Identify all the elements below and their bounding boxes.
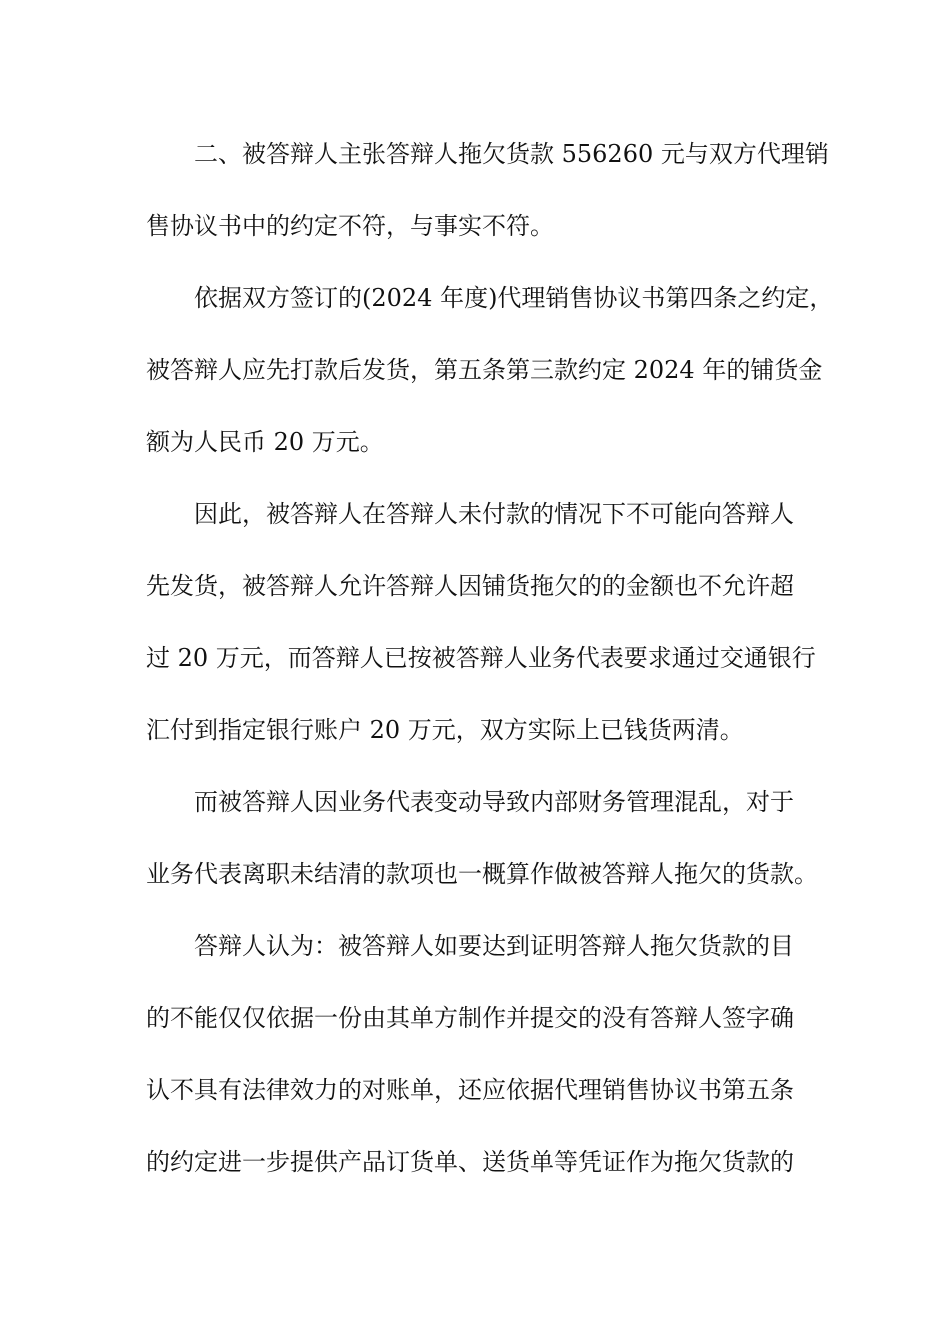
document-body [146, 130, 834, 1210]
text-line-1: 二、被答辩人主张答辩人拖欠货款 556260 元与双方代理销 [194, 140, 829, 168]
text-line-8: 过 20 万元，而答辩人已按被答辩人业务代表要求通过交通银行 [146, 644, 816, 672]
text-line-3: 依据双方签订的(2024 年度)代理销售协议书第四条之约定， [194, 284, 834, 312]
text-line-13: 的不能仅仅依据一份由其单方制作并提交的没有答辩人签字确 [146, 1004, 794, 1032]
text-line-15: 的约定进一步提供产品订货单、送货单等凭证作为拖欠货款的 [146, 1148, 794, 1176]
text-line-10: 而被答辩人因业务代表变动导致内部财务管理混乱，对于 [194, 788, 794, 816]
text-line-5: 额为人民币 20 万元。 [146, 428, 384, 456]
text-line-6: 因此，被答辩人在答辩人未付款的情况下不可能向答辩人 [194, 500, 794, 528]
text-line-7: 先发货，被答辩人允许答辩人因铺货拖欠的的金额也不允许超 [146, 572, 794, 600]
text-line-2: 售协议书中的约定不符，与事实不符。 [146, 212, 554, 240]
text-line-14: 认不具有法律效力的对账单，还应依据代理销售协议书第五条 [146, 1076, 794, 1104]
text-line-12: 答辩人认为：被答辩人如要达到证明答辩人拖欠货款的目 [194, 932, 794, 960]
text-line-9: 汇付到指定银行账户 20 万元，双方实际上已钱货两清。 [146, 716, 744, 744]
text-line-4: 被答辩人应先打款后发货，第五条第三款约定 2024 年的铺货金 [146, 356, 823, 384]
text-line-11: 业务代表离职未结清的款项也一概算作做被答辩人拖欠的货款。 [146, 860, 818, 888]
